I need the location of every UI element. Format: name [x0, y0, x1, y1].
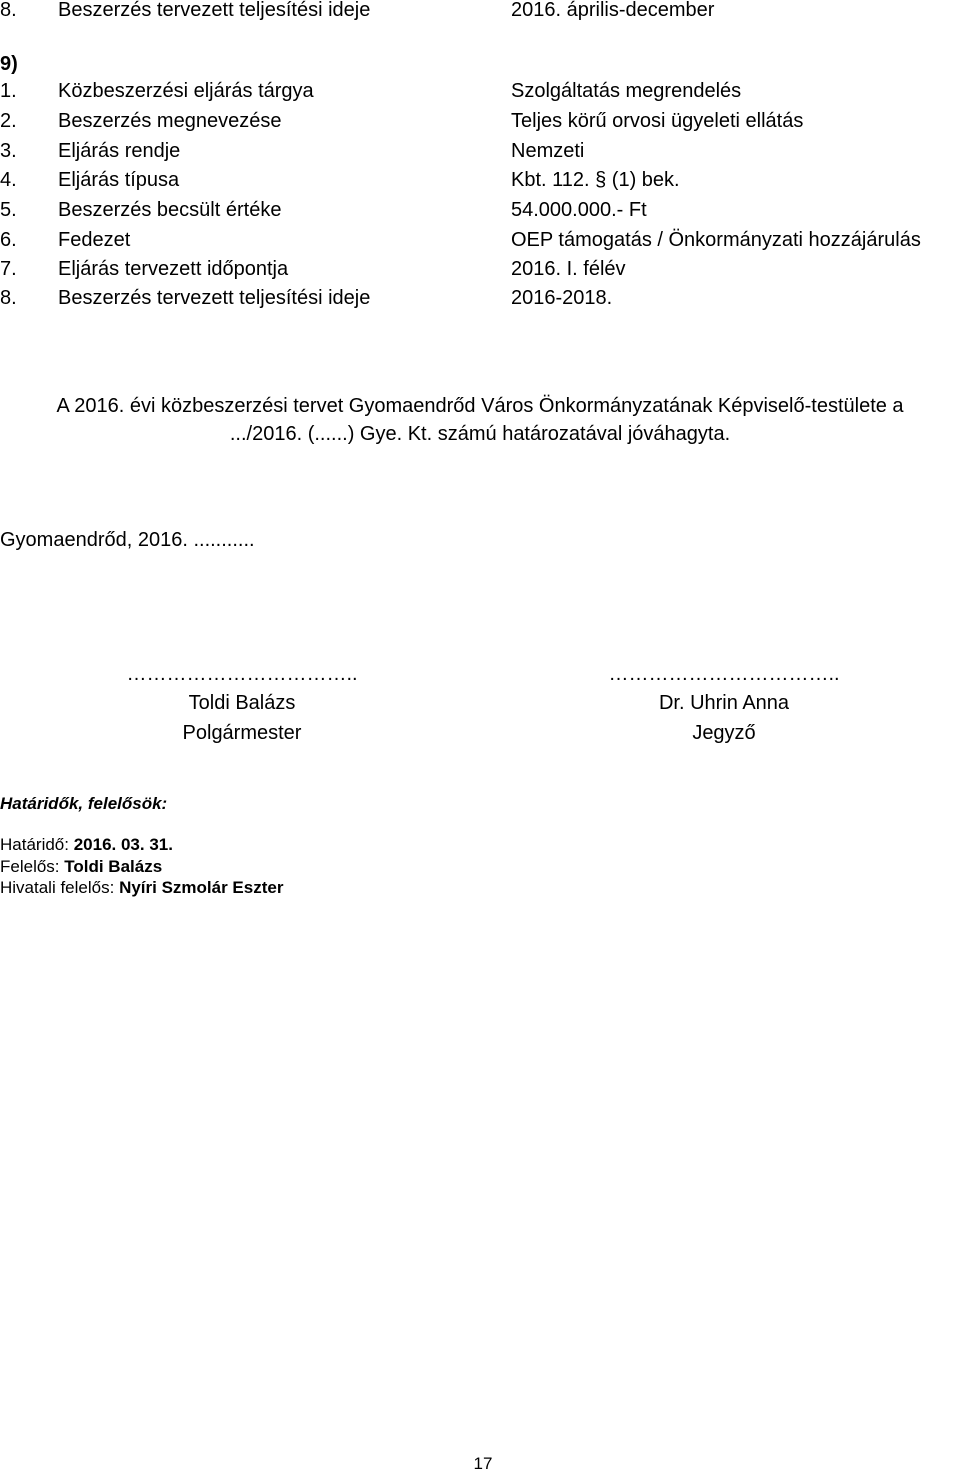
signature-line: ……………………………..	[608, 663, 840, 685]
table-row	[0, 79, 960, 103]
item-number: 2.	[0, 110, 17, 132]
item-value: 2016. április-december	[511, 0, 715, 21]
responsible-line	[0, 856, 162, 877]
signature-line: ……………………………..	[126, 663, 358, 685]
item-value: OEP támogatás / Önkormányzati hozzájárulás	[511, 229, 921, 251]
table-row	[0, 109, 960, 133]
signature-block-mayor	[92, 660, 392, 748]
deadline-line	[0, 834, 173, 855]
table-row	[0, 198, 960, 222]
signatory-name: Toldi Balázs	[188, 692, 296, 714]
page-number: 17	[473, 1454, 493, 1473]
item-value: Nemzeti	[511, 140, 585, 162]
item-label: Fedezet	[58, 229, 131, 251]
item-number: 8.	[0, 0, 17, 21]
item-value: 2016. I. félév	[511, 258, 626, 280]
item-label: Eljárás tervezett időpontja	[58, 258, 289, 280]
deadline-label: Határidő:	[0, 835, 74, 854]
item-number: 1.	[0, 80, 17, 102]
item-label: Beszerzés tervezett teljesítési ideje	[58, 0, 371, 21]
item-number: 6.	[0, 229, 17, 251]
approval-line-1: A 2016. évi közbeszerzési tervet Gyomaendrőd Város Önkormányzatának Képviselő-testülete a	[56, 395, 904, 417]
table-row	[0, 257, 960, 281]
table-row	[0, 139, 960, 163]
section-number: 9)	[0, 53, 18, 75]
place-date: Gyomaendrőd, 2016. ...........	[0, 529, 255, 551]
item-value: Kbt. 112. § (1) bek.	[511, 169, 680, 191]
signatory-title: Polgármester	[182, 722, 302, 744]
item-value: 54.000.000.- Ft	[511, 199, 647, 221]
table-row	[0, 228, 960, 252]
item-number: 4.	[0, 169, 17, 191]
table-row	[0, 286, 960, 310]
item-label: Beszerzés megnevezése	[58, 110, 282, 132]
signature-block-notary	[574, 660, 874, 748]
responsible-label: Felelős:	[0, 857, 65, 876]
item-value: 2016-2018.	[511, 287, 613, 309]
office-responsible-value: Nyíri Szmolár Eszter	[119, 878, 284, 897]
item-number: 3.	[0, 140, 17, 162]
item-number: 7.	[0, 258, 17, 280]
item-label: Eljárás rendje	[58, 140, 181, 162]
item-label: Beszerzés becsült értéke	[58, 199, 282, 221]
responsible-value: Toldi Balázs	[64, 857, 163, 876]
item-label: Közbeszerzési eljárás tárgya	[58, 80, 314, 102]
item-number: 8.	[0, 287, 17, 309]
item-label: Beszerzés tervezett teljesítési ideje	[58, 287, 371, 309]
table-row	[0, 0, 960, 22]
item-label: Eljárás típusa	[58, 169, 180, 191]
signatory-name: Dr. Uhrin Anna	[658, 692, 790, 714]
approval-line-2: .../2016. (......) Gye. Kt. számú határozatával jóváhagyta.	[229, 423, 731, 445]
office-responsible-line	[0, 877, 283, 898]
item-value: Teljes körű orvosi ügyeleti ellátás	[511, 110, 804, 132]
deadlines-heading: Határidők, felelősök:	[0, 794, 168, 813]
office-responsible-label: Hivatali felelős:	[0, 878, 120, 897]
deadline-value: 2016. 03. 31.	[73, 835, 173, 854]
table-row	[0, 168, 960, 192]
signatory-title: Jegyző	[692, 722, 756, 744]
item-number: 5.	[0, 199, 17, 221]
item-value: Szolgáltatás megrendelés	[511, 80, 742, 102]
